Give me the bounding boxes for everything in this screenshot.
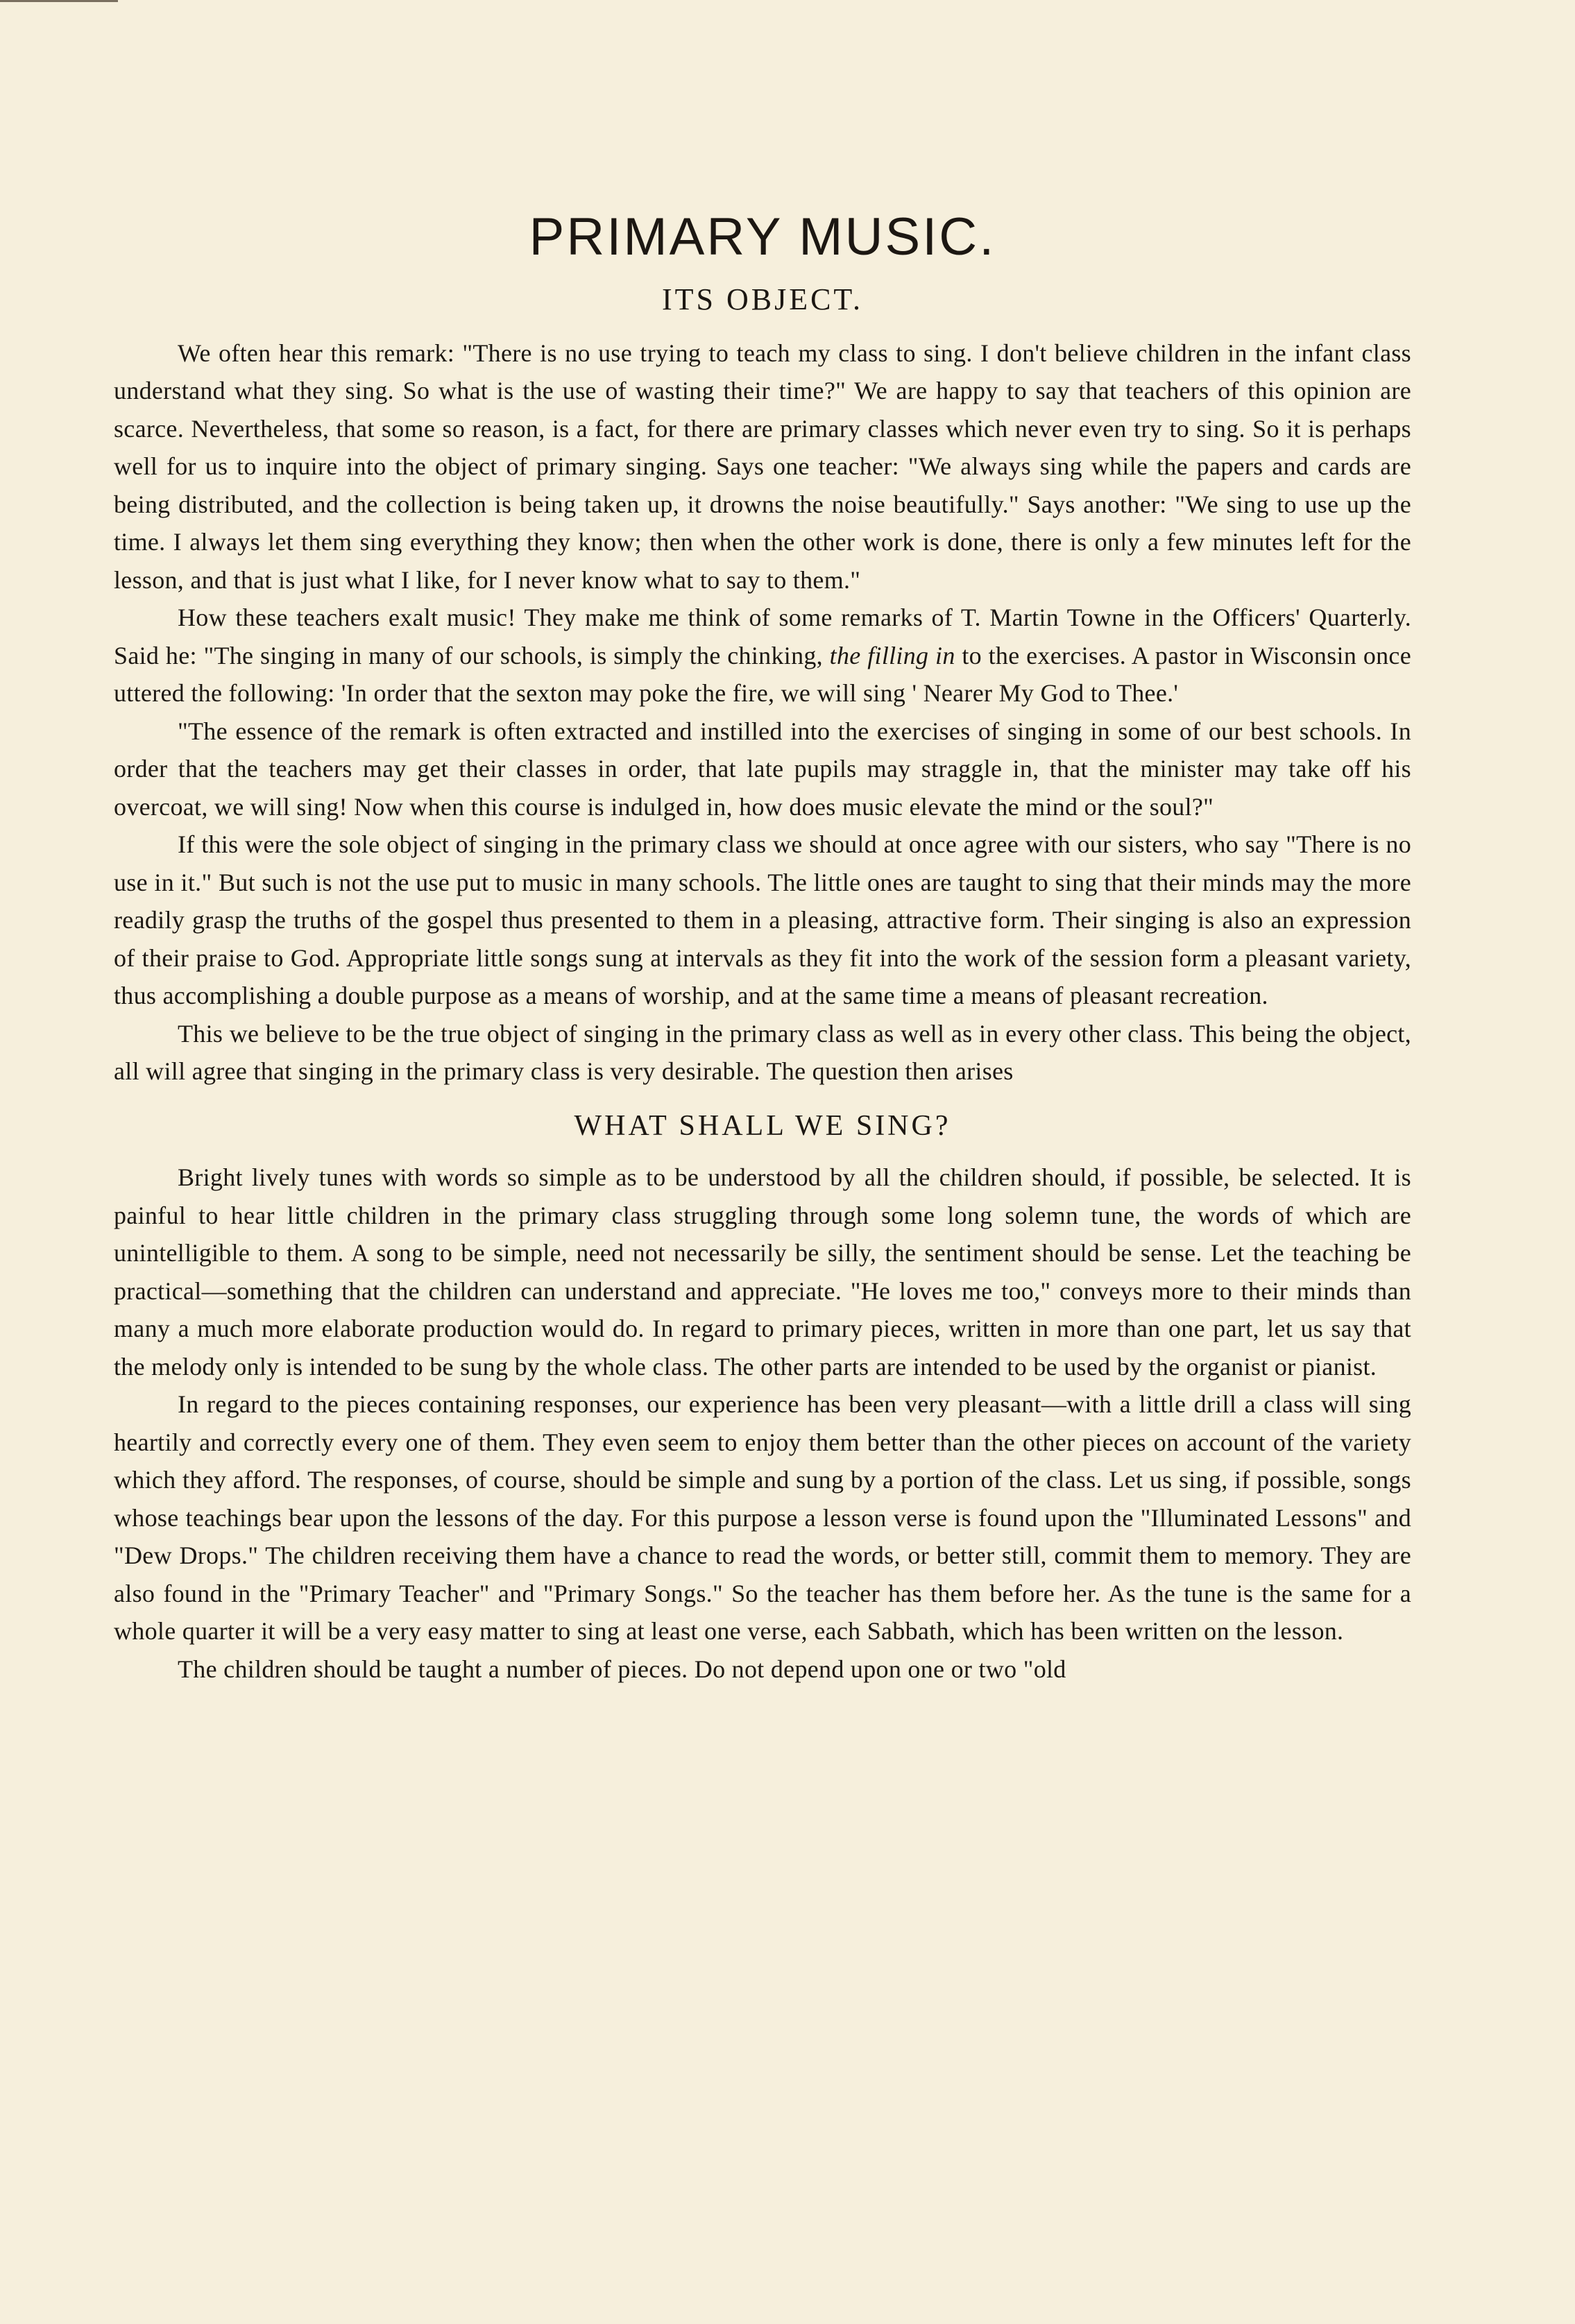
section-subtitle: ITS OBJECT. <box>661 282 864 316</box>
paragraph: If this were the sole object of singing in the primary class we should at once agree with our sisters, who say "There is no use in it." But such is not the use put to music in many schools. The little ones are taught to sing that their minds may the more readily grasp the truths of the gospel thus presented to them in a pleasing, attractive form. Their singing is also an expression of their praise to God. Appropriate little songs sung at intervals as they fit into the work of the session form a pleasant variety, thus accomplishing a double purpose as a means of worship, and at the same time a means of pleasant recreation. <box>114 830 1411 1010</box>
paragraph <box>114 599 1411 712</box>
paragraph: "The essence of the remark is often extracted and instilled into the exercises of singing in some of our best schools. In order that the teachers may get their classes in order, that late pupils may straggle in, that the minister may take off his overcoat, we will sing! Now when this course is indulged in, how does music elevate the mind or the soul?" <box>114 717 1411 821</box>
paragraph-text: to the exercises. A pastor in Wisconsin once uttered the following: 'In order that the sexton may poke the fire, we will sing ' Nearer My God to Thee.' <box>114 641 1411 708</box>
paragraph: The children should be taught a number of pieces. Do not depend upon one or two "old <box>178 1655 1066 1683</box>
italic-phrase: the filling in <box>829 641 955 669</box>
document-page <box>114 208 1411 1688</box>
paragraph-text: How these teachers exalt music! They make me think of some remarks of T. Martin Towne in the Officers' Quarterly. Said he: "The singing in many of our schools, is simply the chinking, <box>114 604 1411 669</box>
paragraph: We often hear this remark: "There is no use trying to teach my class to sing. I don't believe children in the infant class understand what they sing. So what is the use of wasting their time?" We are happy to say that teachers of this opinion are scarce. Nevertheless, that some so reason, is a fact, for there are primary classes which never even try to sing. So it is perhaps well for us to inquire into the object of primary singing. Says one teacher: "We always sing while the papers and cards are being distributed, and the collection is being taken up, it drowns the noise beautifully." Says another: "We sing to use up the time. I always let them sing everything they know; then when the other work is done, there is only a few minutes left for the lesson, and that is just what I like, for I never know what to say to them." <box>114 339 1411 594</box>
body-text <box>114 334 1411 1688</box>
paragraph: Bright lively tunes with words so simple as to be understood by all the children should, if possible, be selected. It is painful to hear little children in the primary class struggling through some long solemn tune, the words of which are unintelligible to them. A song to be simple, need not necessarily be silly, the sentiment should be sense. Let the teaching be practical—something that the children can understand and appreciate. "He loves me too," conveys more to their minds than many a much more elaborate production would do. In regard to primary pieces, written in more than one part, let us say that the melody only is intended to be sung by the whole class. The other parts are intended to be used by the organist or pianist. <box>114 1163 1411 1381</box>
page-edge-rule <box>0 0 118 2</box>
page-title: PRIMARY MUSIC. <box>529 207 996 266</box>
section-heading: WHAT SHALL WE SING? <box>574 1109 951 1142</box>
paragraph: In regard to the pieces containing responses, our experience has been very pleasant—with a little drill a class will sing heartily and correctly every one of them. They even seem to enjoy them better than the other pieces on account of the variety which they afford. The responses, of course, should be simple and sung by a portion of the class. Let us sing, if possible, songs whose teachings bear upon the lessons of the day. For this purpose a lesson verse is found upon the "Illuminated Lessons" and "Dew Drops." The children receiving them have a chance to read the words, or better still, commit them to memory. They are also found in the "Primary Teacher" and "Primary Songs." So the teacher has them before her. As the tune is the same for a whole quarter it will be a very easy matter to sing at least one verse, each Sabbath, which has been written on the lesson. <box>114 1390 1411 1646</box>
paragraph: This we believe to be the true object of singing in the primary class as well as in every other class. This being the object, all will agree that singing in the primary class is very desirable. The question then arises <box>114 1019 1411 1086</box>
